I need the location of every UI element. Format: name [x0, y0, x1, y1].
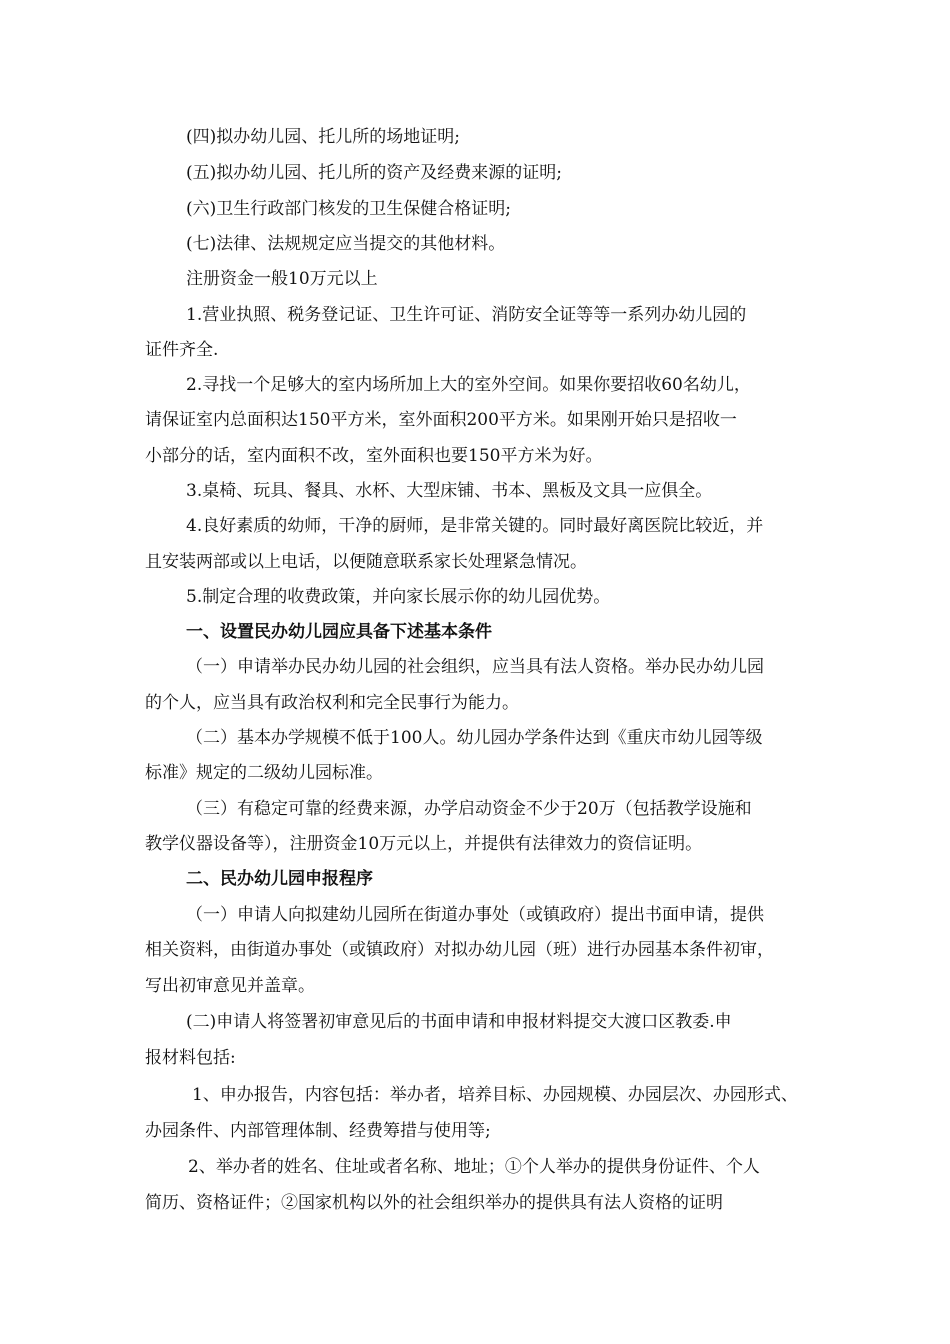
section-heading: 一、设置民办幼儿园应具备下述基本条件: [186, 622, 492, 642]
text-line: 1.营业执照、税务登记证、卫生许可证、消防安全证等等一系列办幼儿园的: [186, 305, 747, 325]
text-line: 2.寻找一个足够大的室内场所加上大的室外空间。如果你要招收60名幼儿，: [186, 375, 751, 395]
text-line: 小部分的话，室内面积不改，室外面积也要150平方米为好。: [145, 446, 603, 466]
text-line: (四)拟办幼儿园、托儿所的场地证明;: [186, 127, 460, 147]
text-line: 教学仪器设备等），注册资金10万元以上，并提供有法律效力的资信证明。: [145, 834, 703, 854]
text-line: 简历、资格证件；②国家机构以外的社会组织举办的提供具有法人资格的证明: [145, 1193, 723, 1213]
text-line: (五)拟办幼儿园、托儿所的资产及经费来源的证明;: [186, 163, 562, 183]
text-line: 2、举办者的姓名、住址或者名称、地址；①个人举办的提供身份证件、个人: [188, 1157, 760, 1177]
text-line: 请保证室内总面积达150平方米，室外面积200平方米。如果刚开始只是招收一: [145, 410, 737, 430]
text-line: (二)申请人将签署初审意见后的书面申请和申报材料提交大渡口区教委.申: [186, 1012, 732, 1032]
text-line: 证件齐全.: [145, 340, 219, 360]
text-line: (七)法律、法规规定应当提交的其他材料。: [186, 234, 506, 254]
text-line: （三）有稳定可靠的经费来源，办学启动资金不少于20万（包括教学设施和: [186, 799, 752, 819]
text-line: （二）基本办学规模不低于100人。幼儿园办学条件达到《重庆市幼儿园等级: [186, 728, 763, 748]
text-line: （一）申请人向拟建幼儿园所在街道办事处（或镇政府）提出书面申请，提供: [186, 905, 764, 925]
text-line: （一）申请举办民办幼儿园的社会组织，应当具有法人资格。举办民办幼儿园: [186, 657, 764, 677]
text-line: 办园条件、内部管理体制、经费筹措与使用等;: [145, 1121, 491, 1141]
text-line: (六)卫生行政部门核发的卫生保健合格证明;: [186, 199, 511, 219]
text-line: 报材料包括:: [145, 1048, 236, 1068]
text-line: 且安装两部或以上电话，以便随意联系家长处理紧急情况。: [145, 552, 587, 572]
text-line: 的个人，应当具有政治权利和完全民事行为能力。: [145, 693, 519, 713]
text-line: 3.桌椅、玩具、餐具、水杯、大型床铺、书本、黑板及文具一应俱全。: [186, 481, 713, 501]
text-line: 5.制定合理的收费政策，并向家长展示你的幼儿园优势。: [186, 587, 611, 607]
text-line: 相关资料，由街道办事处（或镇政府）对拟办幼儿园（班）进行办园基本条件初审，: [145, 940, 774, 960]
text-line: 注册资金一般10万元以上: [186, 269, 378, 289]
text-line: 写出初审意见并盖章。: [145, 976, 315, 996]
text-line: 1、申办报告，内容包括：举办者，培养目标、办园规模、办园层次、办园形式、: [192, 1085, 798, 1105]
section-heading: 二、民办幼儿园申报程序: [186, 869, 373, 889]
text-line: 标准》规定的二级幼儿园标准。: [145, 763, 383, 783]
text-line: 4.良好素质的幼师，干净的厨师，是非常关键的。同时最好离医院比较近，并: [186, 516, 764, 536]
